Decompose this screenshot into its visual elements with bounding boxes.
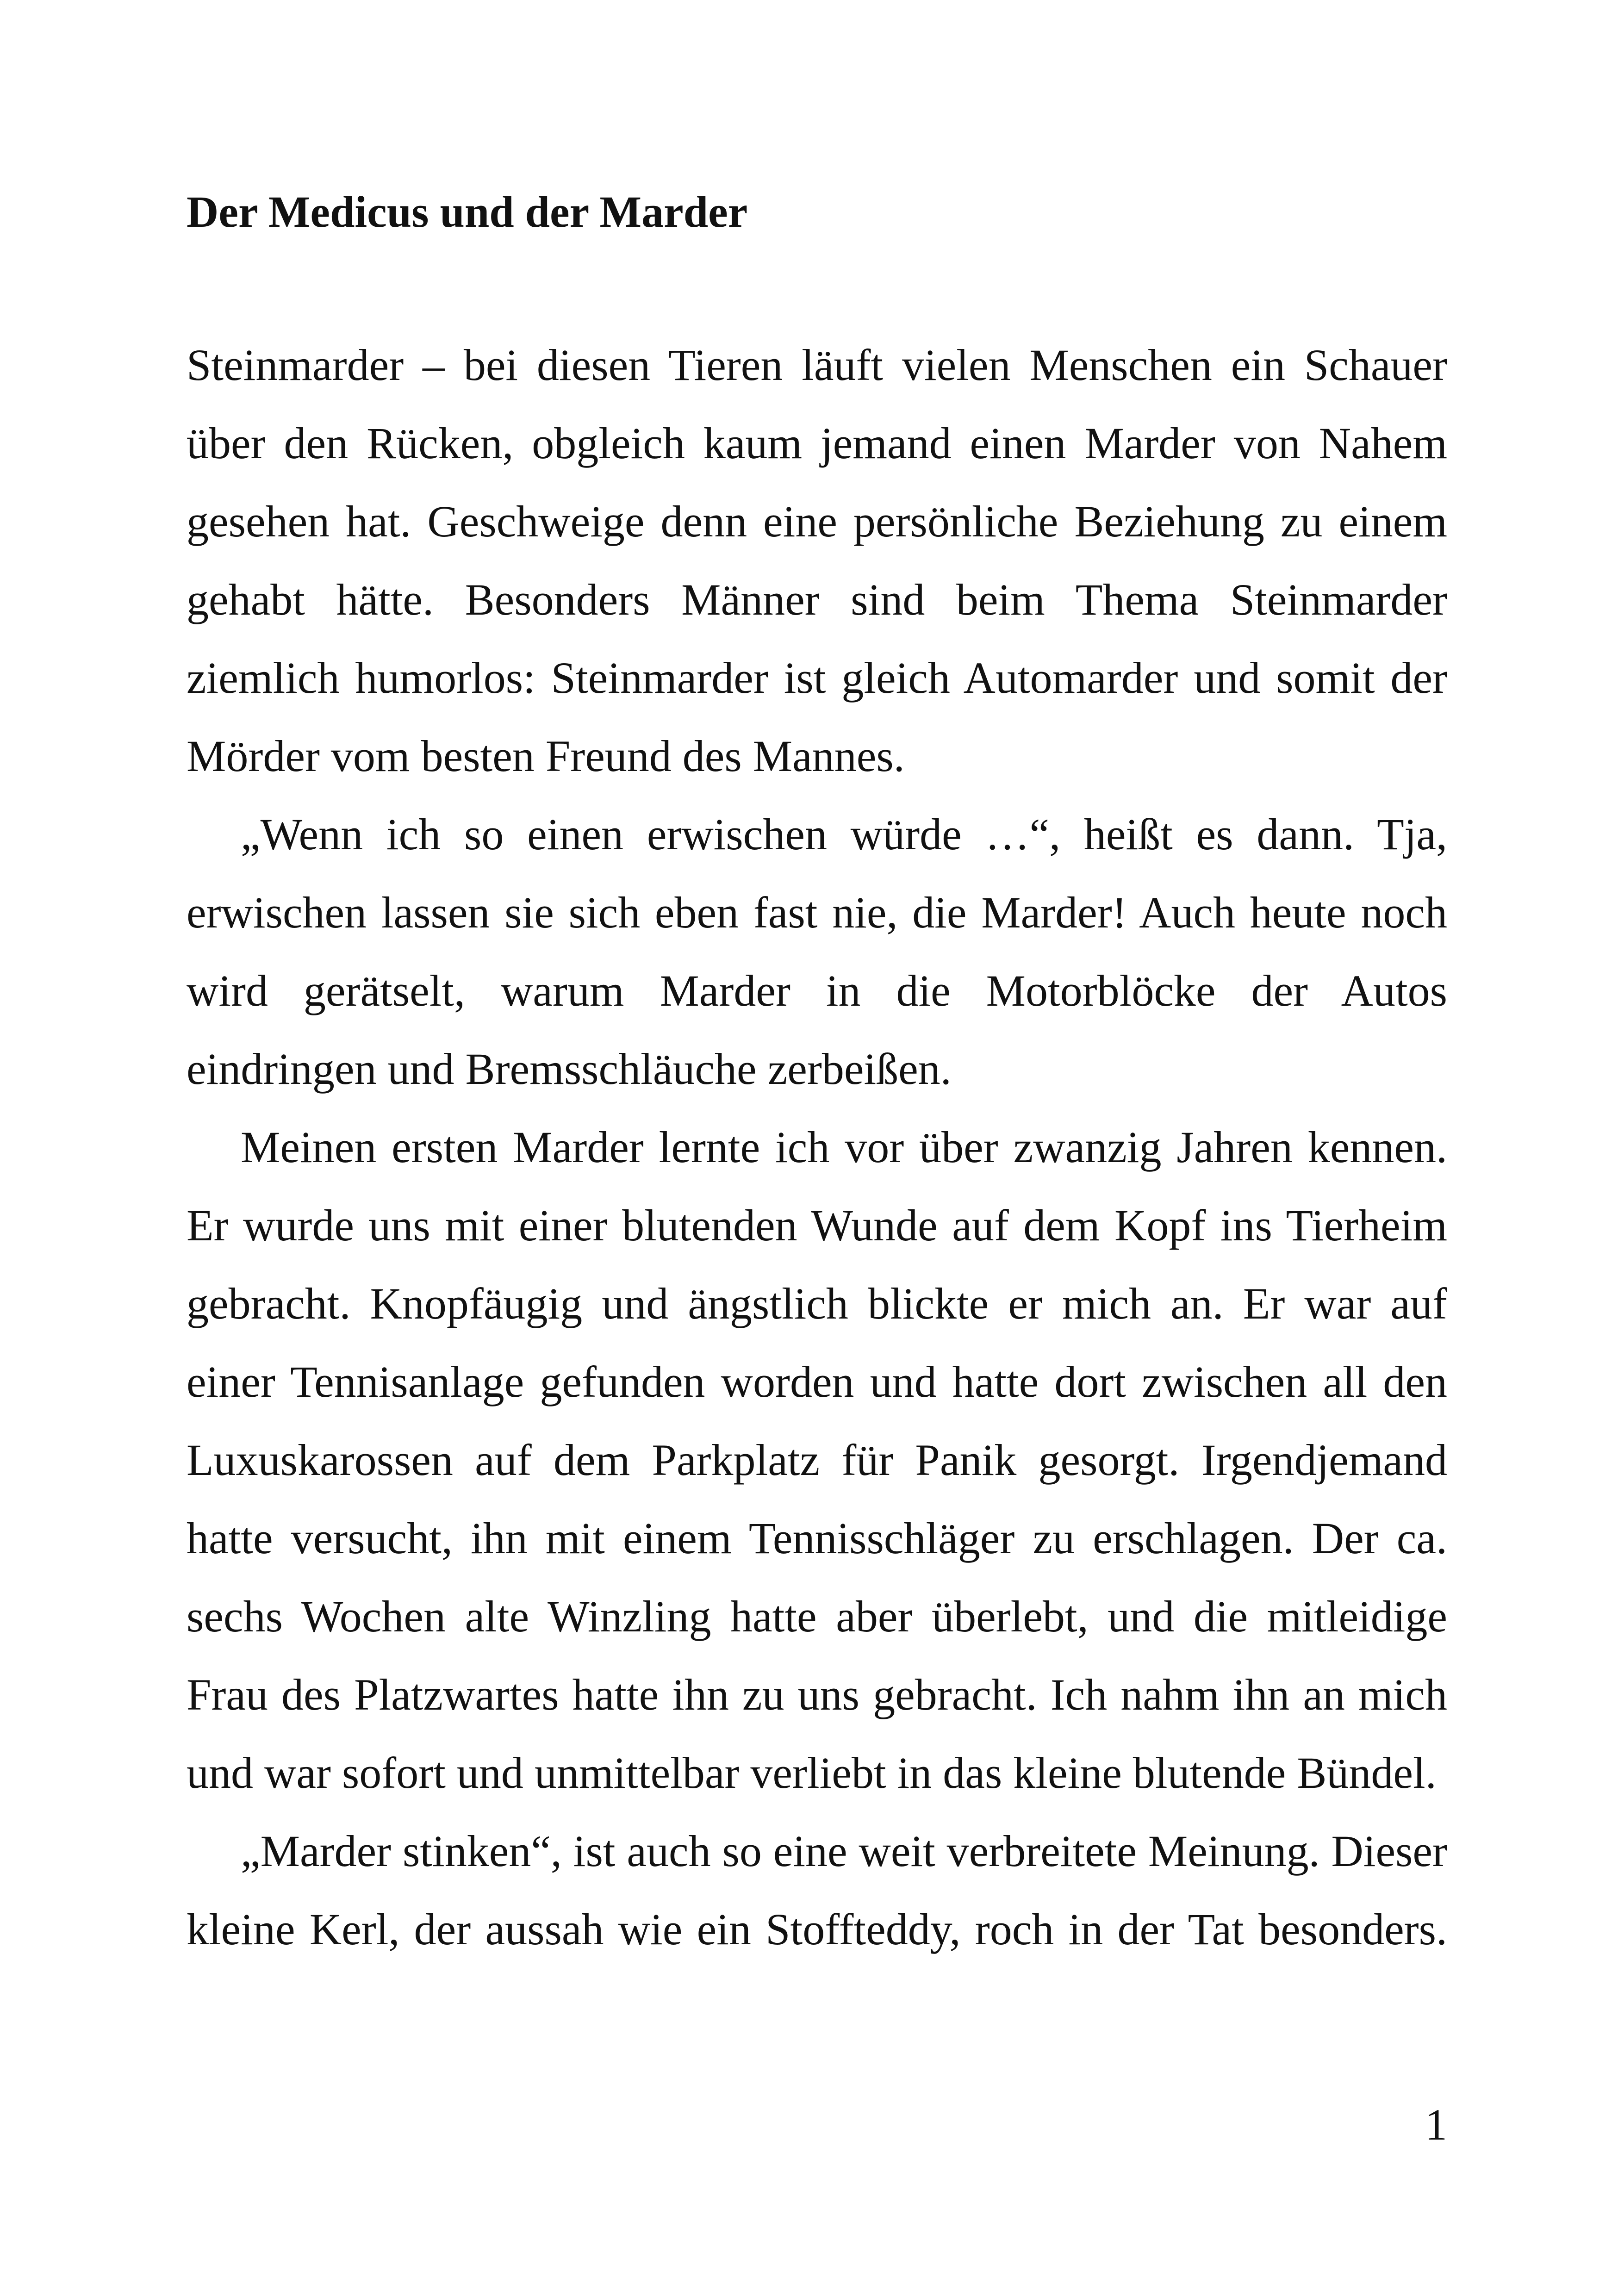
text-line: Er wurde uns mit einer blutenden Wunde auf dem Kopf ins Tierheim xyxy=(187,1201,1447,1250)
text-line: Luxuskarossen auf dem Parkplatz für Panik gesorgt. Irgendjemand xyxy=(187,1435,1447,1485)
text-line: sechs Wochen alte Winzling hatte aber überlebt, und die mitleidige xyxy=(187,1592,1447,1641)
text-line: ziemlich humorlos: Steinmarder ist gleich Automarder und somit der xyxy=(187,653,1447,703)
chapter-title: Der Medicus und der Marder xyxy=(187,187,748,236)
text-line: über den Rücken, obgleich kaum jemand einen Marder von Nahem xyxy=(187,418,1447,468)
text-line: erwischen lassen sie sich eben fast nie, die Marder! Auch heute noch xyxy=(187,888,1447,937)
text-line: Meinen ersten Marder lernte ich vor über zwanzig Jahren kennen. xyxy=(241,1122,1447,1172)
body-text xyxy=(187,326,1447,1968)
text-line: Steinmarder – bei diesen Tieren läuft vielen Menschen ein Schauer xyxy=(187,340,1447,390)
text-line: Frau des Platzwartes hatte ihn zu uns gebracht. Ich nahm ihn an mich xyxy=(187,1670,1447,1719)
paragraph xyxy=(187,326,1447,795)
paragraph xyxy=(187,1108,1447,1812)
paragraph xyxy=(187,795,1447,1108)
text-line: gebracht. Knopfäugig und ängstlich blickte er mich an. Er war auf xyxy=(187,1279,1447,1328)
text-line: hatte versucht, ihn mit einem Tennisschläger zu erschlagen. Der ca. xyxy=(187,1513,1447,1563)
page-number: 1 xyxy=(1425,2100,1447,2149)
paragraph xyxy=(187,1812,1447,1968)
text-line: gesehen hat. Geschweige denn eine persönliche Beziehung zu einem xyxy=(187,497,1447,546)
text-line: einer Tennisanlage gefunden worden und hatte dort zwischen all den xyxy=(187,1357,1447,1406)
text-line: wird gerätselt, warum Marder in die Motorblöcke der Autos xyxy=(187,966,1447,1015)
text-line: gehabt hätte. Besonders Männer sind beim Thema Steinmarder xyxy=(187,575,1447,624)
text-line: kleine Kerl, der aussah wie ein Stoffteddy, roch in der Tat besonders. xyxy=(187,1904,1447,1954)
text-line: „Wenn ich so einen erwischen würde …“, heißt es dann. Tja, xyxy=(241,809,1447,859)
text-line: „Marder stinken“, ist auch so eine weit verbreitete Meinung. Dieser xyxy=(241,1826,1447,1876)
text-line: eindringen und Bremsschläuche zerbeißen. xyxy=(187,1044,952,1094)
text-line: Mörder vom besten Freund des Mannes. xyxy=(187,731,905,781)
text-line: und war sofort und unmittelbar verliebt in das kleine blutende Bündel. xyxy=(187,1748,1437,1798)
